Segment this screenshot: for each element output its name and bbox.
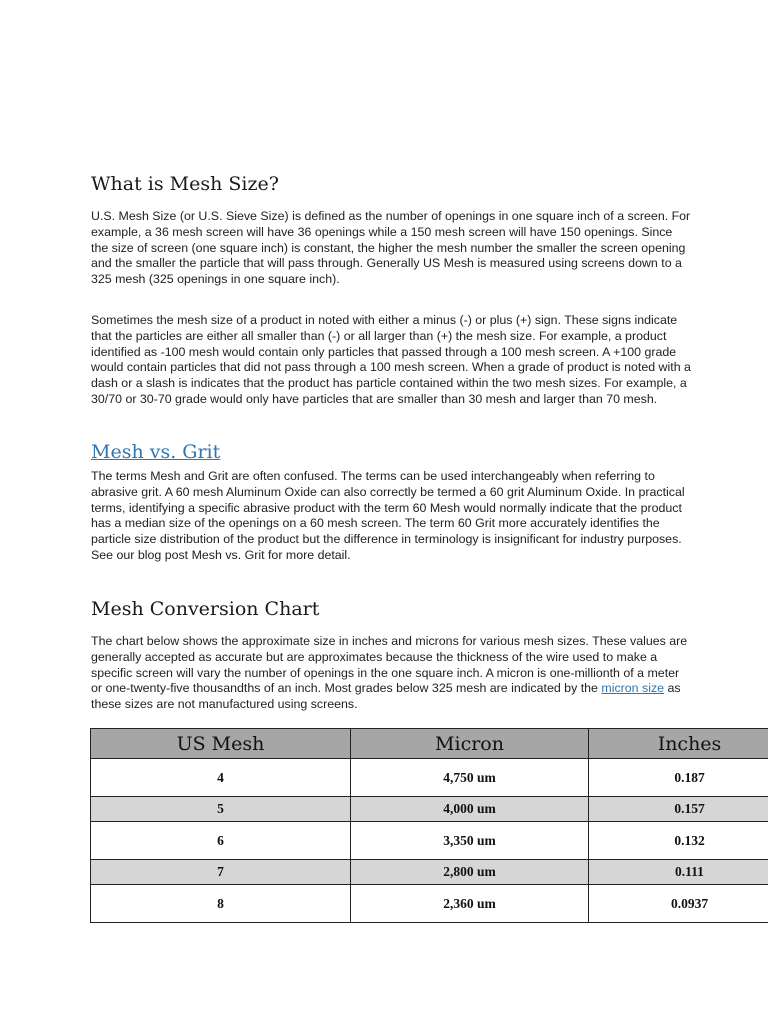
table-row xyxy=(91,885,768,923)
micron-size-link[interactable]: micron size xyxy=(601,681,665,696)
cell-us-mesh: 4 xyxy=(91,759,351,797)
cell-micron: 3,350 um xyxy=(351,822,589,860)
paragraph-chart-intro xyxy=(91,634,691,713)
paragraph-mesh-vs-grit: The terms Mesh and Grit are often confused. The terms can be used interchangeably when referring to abrasive grit. A 60 mesh Aluminum Oxide can also correctly be termed a 60 grit Aluminum Oxide. In practical terms, identifying a specific abrasive product with the term 60 Mesh would normally indicate that the product has a median size of the openings on a 60 mesh screen. The term 60 Grit more accurately identifies the particle size distribution of the product but the difference in terminology is insignificant for industry purposes. See our blog post Mesh vs. Grit for more detail. xyxy=(91,469,685,562)
cell-inches: 0.157 xyxy=(589,797,768,822)
column-header-us-mesh: US Mesh xyxy=(91,729,351,759)
cell-inches: 0.132 xyxy=(589,822,768,860)
cell-micron: 2,800 um xyxy=(351,860,589,885)
chart-intro-text: The chart below shows the approximate size in inches and microns for various mesh sizes. These values are generally accepted as accurate but are approximates because the thickness of the wire used to make a specific screen will vary the number of openings in the one square inch. A micron is one-millionth of a meter or one-twenty-five thousandths of an inch. Most grades below 325 mesh are indicated by the xyxy=(91,634,688,696)
cell-inches: 0.0937 xyxy=(589,885,768,923)
heading-what-is-mesh-size: What is Mesh Size? xyxy=(91,173,279,195)
heading-mesh-conversion-chart: Mesh Conversion Chart xyxy=(91,598,320,620)
cell-inches: 0.187 xyxy=(589,759,768,797)
table-row xyxy=(91,860,768,885)
table-row xyxy=(91,822,768,860)
cell-us-mesh: 5 xyxy=(91,797,351,822)
table-row xyxy=(91,759,768,797)
table-header-row xyxy=(91,729,768,759)
cell-us-mesh: 7 xyxy=(91,860,351,885)
paragraph-mesh-definition: U.S. Mesh Size (or U.S. Sieve Size) is defined as the number of openings in one square inch of a screen. For example, a 36 mesh screen will have 36 openings while a 150 mesh screen will have 150 openings. Since the size of screen (one square inch) is constant, the higher the mesh number the smaller the screen opening and the smaller the particle that will pass through. Generally US Mesh is measured using screens down to a 325 mesh (325 openings in one square inch). xyxy=(91,209,691,287)
mesh-conversion-table xyxy=(90,728,768,923)
cell-micron: 4,750 um xyxy=(351,759,589,797)
chart-intro-text-end: as these sizes are not manufactured using screens. xyxy=(91,681,681,712)
paragraph-minus-plus-signs: Sometimes the mesh size of a product in noted with either a minus (-) or plus (+) sign. These signs indicate that the particles are either all smaller than (-) or all larger than (+) the mesh size. For example, a product identified as -100 mesh would contain only particles that passed through a 100 mesh screen. A +100 grade would contain particles that did not pass through a 100 mesh screen. When a grade of product is noted with a dash or a slash is indicates that the product has particle contained within the two mesh sizes. For example, a 30/70 or 30-70 grade would only have particles that are smaller than 30 mesh and larger than 70 mesh. xyxy=(91,313,691,406)
cell-micron: 4,000 um xyxy=(351,797,589,822)
heading-mesh-vs-grit-link[interactable]: Mesh vs. Grit xyxy=(91,441,221,463)
cell-micron: 2,360 um xyxy=(351,885,589,923)
cell-inches: 0.111 xyxy=(589,860,768,885)
cell-us-mesh: 8 xyxy=(91,885,351,923)
cell-us-mesh: 6 xyxy=(91,822,351,860)
column-header-inches: Inches xyxy=(589,729,768,759)
column-header-micron: Micron xyxy=(351,729,589,759)
table-row xyxy=(91,797,768,822)
